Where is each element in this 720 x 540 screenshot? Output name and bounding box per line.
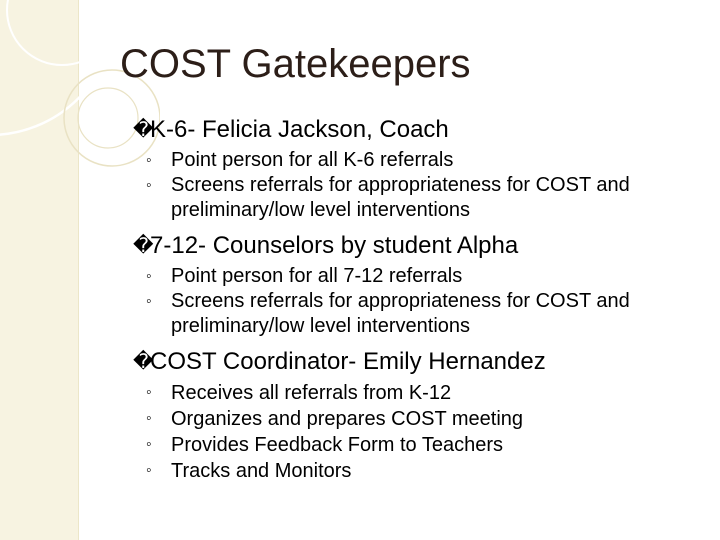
list-item xyxy=(133,148,708,173)
list-item-text: Point person for all 7-12 referrals xyxy=(171,265,463,287)
list-item-text: Point person for all K-6 referrals xyxy=(171,149,454,171)
section-heading xyxy=(133,114,708,146)
sub-bullet-icon: ◦ xyxy=(146,268,152,285)
deco-circle-small xyxy=(78,88,138,148)
section-k6 xyxy=(133,114,708,223)
list-item-text: Screens referrals for appropriateness for COST and preliminary/low level interventions xyxy=(171,290,630,337)
sub-bullet-icon: ◦ xyxy=(146,177,152,194)
sub-bullet-icon: ◦ xyxy=(146,293,152,310)
bullet-icon: � xyxy=(133,351,154,373)
bullet-icon: � xyxy=(133,119,154,141)
list-item xyxy=(133,380,708,406)
list-item xyxy=(133,406,708,432)
bullet-icon: � xyxy=(133,235,154,257)
sub-bullet-icon: ◦ xyxy=(146,462,152,479)
sub-bullet-icon: ◦ xyxy=(146,410,152,427)
list-item xyxy=(133,264,708,289)
section-7-12 xyxy=(133,230,708,339)
section-heading xyxy=(133,230,708,262)
section-heading-text: 7-12- Counselors by student Alpha xyxy=(150,232,519,259)
list-item-text: Screens referrals for appropriateness for COST and preliminary/low level interventions xyxy=(171,174,630,221)
deco-circle-large xyxy=(0,0,115,135)
list-item-text: Tracks and Monitors xyxy=(171,460,352,482)
sub-bullet-icon: ◦ xyxy=(146,384,152,401)
deco-circle-top xyxy=(7,0,117,65)
list-item xyxy=(133,289,708,339)
list-item xyxy=(133,458,708,484)
list-item xyxy=(133,173,708,223)
list-item-text: Provides Feedback Form to Teachers xyxy=(171,434,504,456)
section-cost-coordinator xyxy=(133,346,708,484)
slide-content xyxy=(133,114,708,484)
section-heading xyxy=(133,346,708,378)
sub-bullet-icon: ◦ xyxy=(146,152,152,169)
slide-title: COST Gatekeepers xyxy=(120,42,471,86)
section-heading-text: COST Coordinator- Emily Hernandez xyxy=(150,348,546,375)
list-item xyxy=(133,432,708,458)
list-item-text: Receives all referrals from K-12 xyxy=(171,382,452,404)
sub-bullet-icon: ◦ xyxy=(146,436,152,453)
list-item-text: Organizes and prepares COST meeting xyxy=(171,408,524,430)
section-heading-text: K-6- Felicia Jackson, Coach xyxy=(150,116,449,143)
